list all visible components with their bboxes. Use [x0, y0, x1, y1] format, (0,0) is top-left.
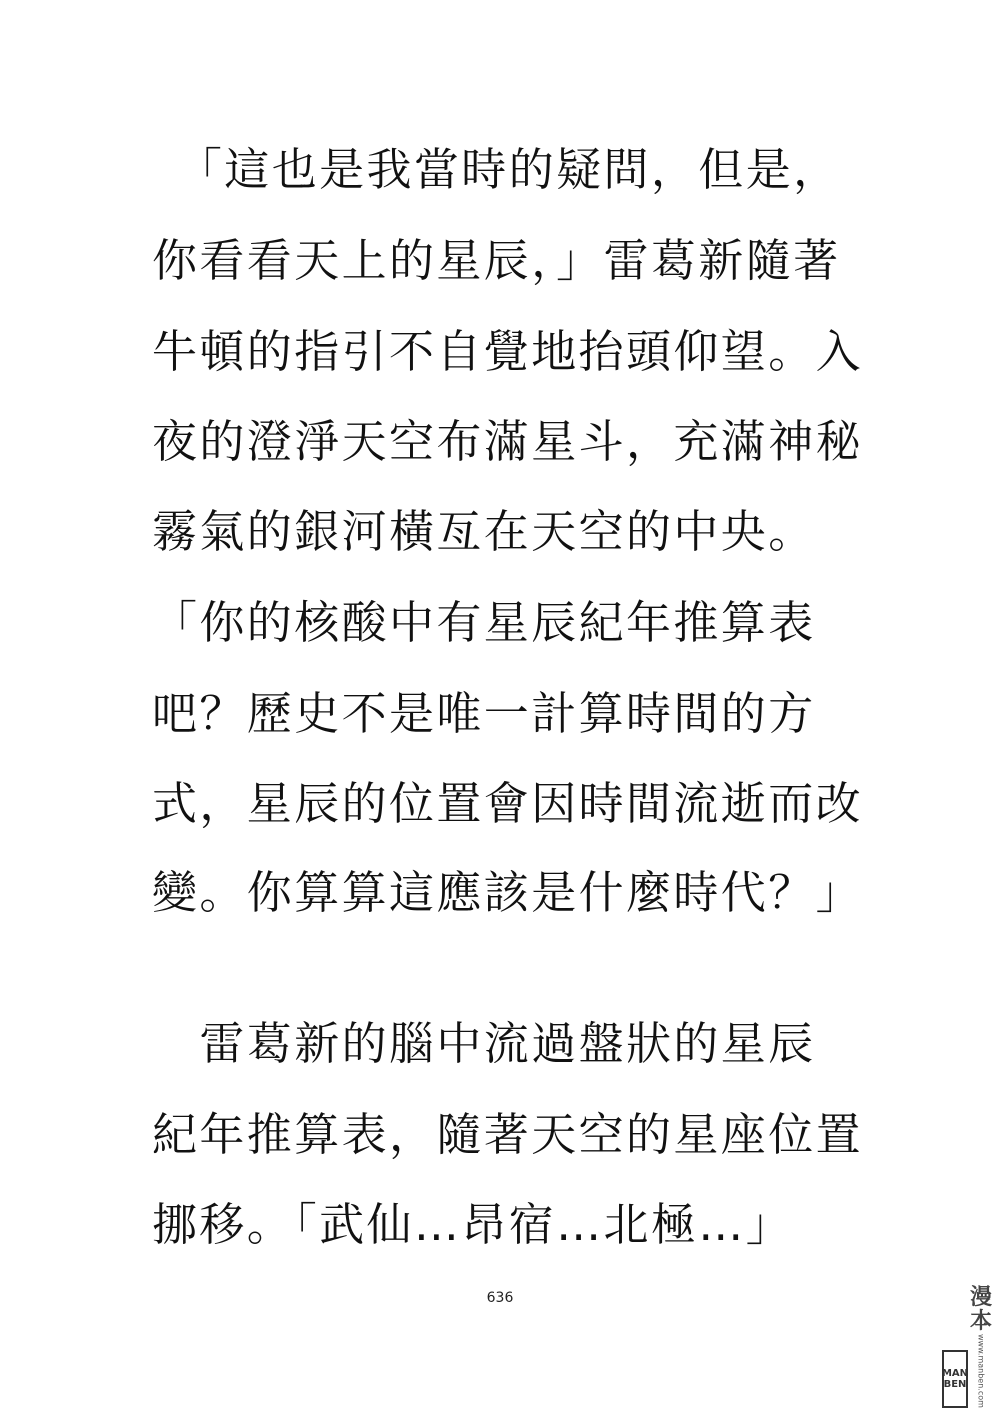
text-line-1: 「這也是我當時的疑問，但是，: [152, 143, 841, 196]
page-number: 636: [486, 1290, 514, 1306]
text-line-12: 挪移。「武仙…昂宿…北極…」: [152, 1198, 794, 1251]
text-line-10: 雷葛新的腦中流過盤狀的星辰: [152, 1017, 816, 1070]
watermark-box-text-2: BEN: [943, 1379, 967, 1390]
text-line-6: 「你的核酸中有星辰紀年推算表: [152, 596, 816, 649]
watermark-char-1: 漫: [970, 1285, 993, 1311]
watermark-right: [970, 1286, 992, 1408]
watermark-box: [942, 1350, 968, 1408]
text-line-11: 紀年推算表，隨著天空的星座位置: [152, 1108, 864, 1161]
text-line-8: 式，星辰的位置會因時間流逝而改: [152, 777, 864, 830]
text-line-7: 吧？歷史不是唯一計算時間的方: [152, 687, 816, 740]
watermark-box-text-1: MAN: [941, 1368, 969, 1379]
text-line-4: 夜的澄淨天空布滿星斗，充滿神秘: [152, 415, 864, 468]
watermark-char-2: 本: [970, 1309, 993, 1335]
text-line-3: 牛頓的指引不自覺地抬頭仰望。入: [152, 325, 864, 378]
watermark-logo: [942, 1268, 994, 1408]
text-line-9: 變。你算算這應該是什麼時代？」: [152, 866, 864, 919]
watermark-url: www.manben.com: [976, 1334, 986, 1408]
text-line-2: 你看看天上的星辰，」雷葛新隨著: [152, 234, 841, 287]
text-line-5: 霧氣的銀河橫亙在天空的中央。: [152, 505, 816, 558]
